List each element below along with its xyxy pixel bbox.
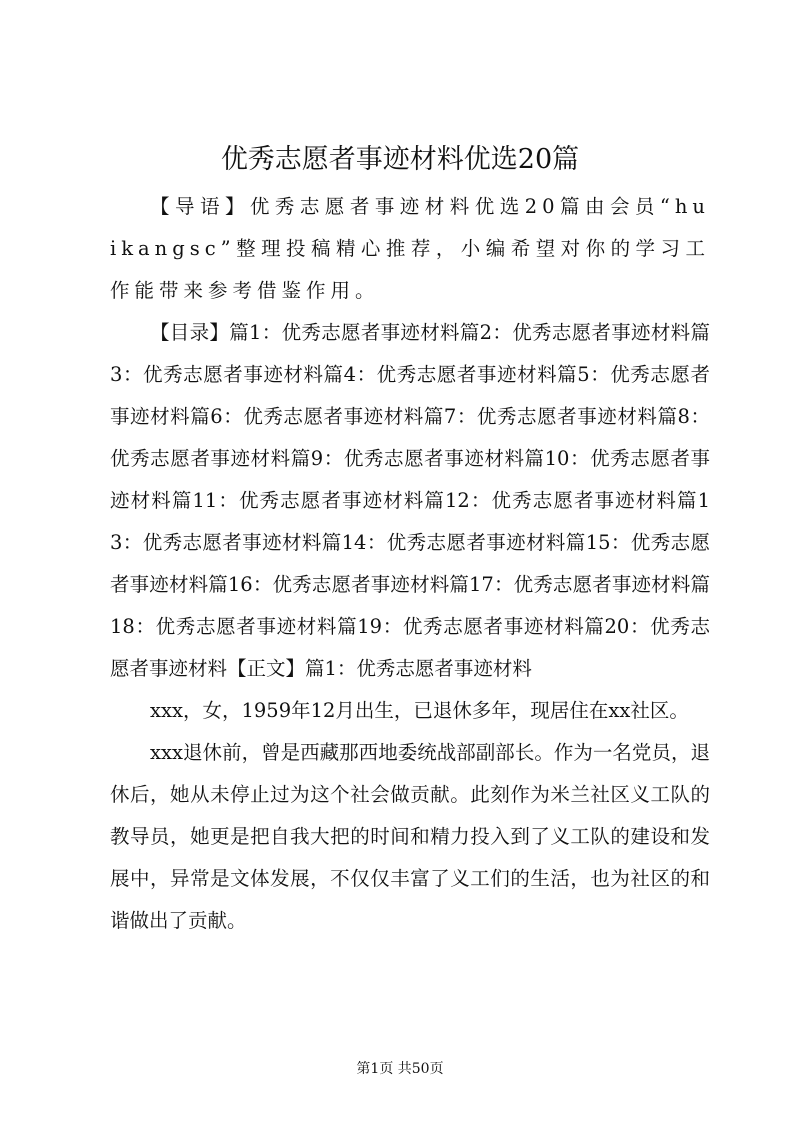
document-body — [110, 186, 710, 942]
page-footer: 第1页 共50页 — [356, 1061, 444, 1077]
person-intro-paragraph: xxx，女，1959年12月出生，已退休多年，现居住在xx社区。 — [150, 699, 689, 722]
guide-paragraph: 【导语】优秀志愿者事迹材料优选20篇由会员“huikangsc”整理投稿精心推荐，小编希望对你的学习工作能带来参考借鉴作用。 — [110, 195, 710, 302]
document-title: 优秀志愿者事迹材料优选20篇 — [220, 144, 580, 175]
table-of-contents-paragraph: 【目录】篇1：优秀志愿者事迹材料篇2：优秀志愿者事迹材料篇3：优秀志愿者事迹材料篇4：优秀志愿者事迹材料篇5：优秀志愿者事迹材料篇6：优秀志愿者事迹材料篇7：优秀志愿者事迹材料篇8：优秀志愿者事迹材料篇9：优秀志愿者事迹材料篇10：优秀志愿者事迹材料篇11：优秀志愿者事迹材料篇12：优秀志愿者事迹材料篇13：优秀志愿者事迹材料篇14：优秀志愿者事迹材料篇15：优秀志愿者事迹材料篇16：优秀志愿者事迹材料篇17：优秀志愿者事迹材料篇18：优秀志愿者事迹材料篇19：优秀志愿者事迹材料篇20：优秀志愿者事迹材料【正文】篇1：优秀志愿者事迹材料 — [110, 321, 710, 680]
story-paragraph: xxx退休前，曾是西藏那西地委统战部副部长。作为一名党员，退休后，她从未停止过为这个社会做贡献。此刻作为米兰社区义工队的教导员，她更是把自我大把的时间和精力投入到了义工队的建设和发展中，异常是文体发展，不仅仅丰富了义工们的生活，也为社区的和谐做出了贡献。 — [110, 741, 710, 932]
